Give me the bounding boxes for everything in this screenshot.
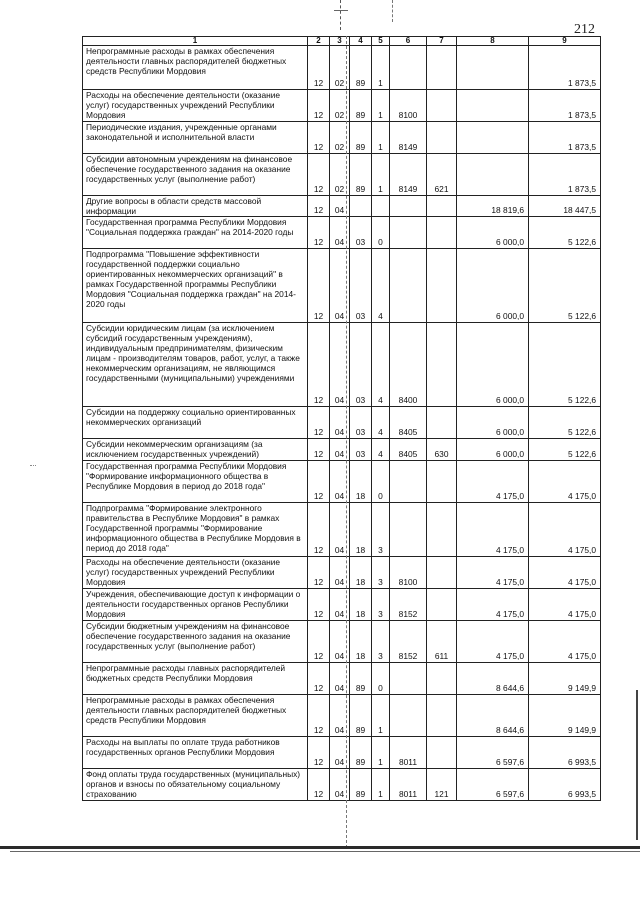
- row-name-cell: Субсидии автономным учреждениям на финансовое обеспечение государственного задания на оказание государственных услуг (выполнение работ): [83, 154, 308, 196]
- section-cell: 12: [308, 407, 330, 439]
- section-cell: 12: [308, 90, 330, 122]
- program-cell: 89: [350, 90, 372, 122]
- section-cell: 12: [308, 249, 330, 323]
- target-item-cell: 8405: [390, 439, 427, 461]
- program-cell: 89: [350, 663, 372, 695]
- subsection-cell: 04: [330, 557, 350, 589]
- target-item-cell: 8149: [390, 154, 427, 196]
- scan-fold-mark: [392, 0, 394, 22]
- amount-cell: 18 819,6: [457, 196, 529, 217]
- amount-cell: 5 122,6: [529, 407, 601, 439]
- table-row: [83, 407, 601, 439]
- amount-cell: 4 175,0: [529, 621, 601, 663]
- amount-cell: 9 149,9: [529, 695, 601, 737]
- row-name-cell: Непрограммные расходы главных распорядителей бюджетных средств Республики Мордовия: [83, 663, 308, 695]
- amount-cell: 5 122,6: [529, 439, 601, 461]
- section-cell: 12: [308, 737, 330, 769]
- subsection-cell: 02: [330, 154, 350, 196]
- row-name-cell: Расходы на обеспечение деятельности (оказание услуг) государственных учреждений Республики Мордовия: [83, 90, 308, 122]
- row-name-cell: Субсидии юридическим лицам (за исключением субсидий государственным учреждениям), индивидуальным предпринимателям, физическим лицам - производителям товаров, работ, услуг, а также некоммерческим организациям, не являющимся государственными (муниципальными) учреждениями: [83, 323, 308, 407]
- col-header: 7: [427, 37, 457, 46]
- program-cell: 03: [350, 249, 372, 323]
- subprogram-cell: 1: [372, 46, 390, 90]
- section-cell: 12: [308, 196, 330, 217]
- target-item-cell: [390, 663, 427, 695]
- program-cell: 89: [350, 46, 372, 90]
- section-cell: 12: [308, 557, 330, 589]
- row-name-cell: Субсидии на поддержку социально ориентированных некоммерческих организаций: [83, 407, 308, 439]
- row-name-cell: Расходы на выплаты по оплате труда работников государственных органов Республики Мордовия: [83, 737, 308, 769]
- subsection-cell: 04: [330, 249, 350, 323]
- col-header: 3: [330, 37, 350, 46]
- program-cell: 18: [350, 621, 372, 663]
- target-item-cell: 8011: [390, 737, 427, 769]
- subsection-cell: 04: [330, 695, 350, 737]
- table-header-row: [83, 37, 601, 46]
- col-header: 9: [529, 37, 601, 46]
- col-header: 4: [350, 37, 372, 46]
- amount-cell: 6 000,0: [457, 407, 529, 439]
- subprogram-cell: 0: [372, 461, 390, 503]
- expense-type-cell: [427, 737, 457, 769]
- col-header: 8: [457, 37, 529, 46]
- program-cell: 89: [350, 122, 372, 154]
- subsection-cell: 04: [330, 621, 350, 663]
- amount-cell: 1 873,5: [529, 90, 601, 122]
- table-row: [83, 737, 601, 769]
- subsection-cell: 04: [330, 663, 350, 695]
- amount-cell: 4 175,0: [457, 621, 529, 663]
- amount-cell: 6 993,5: [529, 737, 601, 769]
- section-cell: 12: [308, 217, 330, 249]
- amount-cell: 5 122,6: [529, 217, 601, 249]
- subsection-cell: 04: [330, 769, 350, 801]
- subprogram-cell: 4: [372, 323, 390, 407]
- amount-cell: 6 000,0: [457, 249, 529, 323]
- amount-cell: 8 644,6: [457, 695, 529, 737]
- table-row: [83, 249, 601, 323]
- target-item-cell: 8100: [390, 90, 427, 122]
- amount-cell: 6 597,6: [457, 737, 529, 769]
- amount-cell: 4 175,0: [529, 557, 601, 589]
- program-cell: 03: [350, 407, 372, 439]
- expense-type-cell: [427, 503, 457, 557]
- expense-type-cell: [427, 407, 457, 439]
- row-name-cell: Подпрограмма "Повышение эффективности государственной поддержки социально ориентированных некоммерческих организаций" в рамках Государственной программы Республики Мордовия "Социальная поддержка граждан" на 2014-2020 годы: [83, 249, 308, 323]
- table-row: [83, 196, 601, 217]
- expense-type-cell: [427, 663, 457, 695]
- expense-type-cell: [427, 589, 457, 621]
- target-item-cell: 8100: [390, 557, 427, 589]
- row-name-cell: Другие вопросы в области средств массовой информации: [83, 196, 308, 217]
- target-item-cell: [390, 461, 427, 503]
- amount-cell: 4 175,0: [457, 461, 529, 503]
- table-row: [83, 439, 601, 461]
- expense-type-cell: 621: [427, 154, 457, 196]
- program-cell: 03: [350, 323, 372, 407]
- amount-cell: 6 000,0: [457, 439, 529, 461]
- row-name-cell: Непрограммные расходы в рамках обеспечения деятельности главных распорядителей бюджетных средств Республики Мордовия: [83, 695, 308, 737]
- program-cell: 89: [350, 769, 372, 801]
- expense-type-cell: [427, 90, 457, 122]
- target-item-cell: [390, 249, 427, 323]
- subsection-cell: 04: [330, 737, 350, 769]
- target-item-cell: 8011: [390, 769, 427, 801]
- target-item-cell: [390, 46, 427, 90]
- table-row: [83, 46, 601, 90]
- program-cell: 18: [350, 503, 372, 557]
- subprogram-cell: 0: [372, 217, 390, 249]
- budget-table: [82, 36, 601, 801]
- section-cell: 12: [308, 122, 330, 154]
- target-item-cell: [390, 217, 427, 249]
- section-cell: 12: [308, 695, 330, 737]
- section-cell: 12: [308, 589, 330, 621]
- table-row: [83, 663, 601, 695]
- subsection-cell: 02: [330, 90, 350, 122]
- subprogram-cell: 1: [372, 695, 390, 737]
- section-cell: 12: [308, 663, 330, 695]
- subsection-cell: 04: [330, 589, 350, 621]
- section-cell: 12: [308, 154, 330, 196]
- amount-cell: 6 993,5: [529, 769, 601, 801]
- subprogram-cell: 1: [372, 90, 390, 122]
- subprogram-cell: 1: [372, 769, 390, 801]
- section-cell: 12: [308, 503, 330, 557]
- amount-cell: 4 175,0: [457, 503, 529, 557]
- row-name-cell: Фонд оплаты труда государственных (муниципальных) органов и взносы по обязательному социальному страхованию: [83, 769, 308, 801]
- expense-type-cell: [427, 323, 457, 407]
- table-row: [83, 503, 601, 557]
- scan-bottom-border: [0, 846, 640, 849]
- amount-cell: 1 873,5: [529, 46, 601, 90]
- subprogram-cell: 1: [372, 122, 390, 154]
- amount-cell: 1 873,5: [529, 154, 601, 196]
- subsection-cell: 04: [330, 407, 350, 439]
- amount-cell: 6 597,6: [457, 769, 529, 801]
- target-item-cell: [390, 695, 427, 737]
- table-row: [83, 695, 601, 737]
- subsection-cell: 02: [330, 46, 350, 90]
- scan-right-edge: [636, 690, 638, 840]
- table-row: [83, 90, 601, 122]
- subprogram-cell: [372, 196, 390, 217]
- table-row: [83, 461, 601, 503]
- amount-cell: 4 175,0: [529, 503, 601, 557]
- table-row: [83, 154, 601, 196]
- program-cell: 89: [350, 695, 372, 737]
- subsection-cell: 04: [330, 439, 350, 461]
- subsection-cell: 04: [330, 461, 350, 503]
- expense-type-cell: [427, 695, 457, 737]
- subprogram-cell: 4: [372, 407, 390, 439]
- amount-cell: 5 122,6: [529, 249, 601, 323]
- col-header: 1: [83, 37, 308, 46]
- expense-type-cell: [427, 46, 457, 90]
- subprogram-cell: 4: [372, 439, 390, 461]
- subprogram-cell: 3: [372, 589, 390, 621]
- subsection-cell: 04: [330, 503, 350, 557]
- col-header: 6: [390, 37, 427, 46]
- amount-cell: 4 175,0: [457, 557, 529, 589]
- expense-type-cell: 630: [427, 439, 457, 461]
- target-item-cell: [390, 503, 427, 557]
- target-item-cell: 8152: [390, 621, 427, 663]
- row-name-cell: Подпрограмма "Формирование электронного правительства в Республике Мордовия" в рамках Государственной программы "Формирование информационного общества в Республике Мордовия в период до 2018 года": [83, 503, 308, 557]
- page-number: 212: [574, 22, 595, 37]
- target-item-cell: [390, 196, 427, 217]
- col-header: 5: [372, 37, 390, 46]
- amount-cell: 4 175,0: [529, 461, 601, 503]
- row-name-cell: Субсидии некоммерческим организациям (за исключением государственных учреждений): [83, 439, 308, 461]
- subsection-cell: 04: [330, 323, 350, 407]
- amount-cell: 9 149,9: [529, 663, 601, 695]
- target-item-cell: 8405: [390, 407, 427, 439]
- amount-cell: [457, 154, 529, 196]
- expense-type-cell: [427, 249, 457, 323]
- subsection-cell: 04: [330, 196, 350, 217]
- program-cell: 89: [350, 154, 372, 196]
- program-cell: 18: [350, 461, 372, 503]
- table-row: [83, 323, 601, 407]
- row-name-cell: Субсидии бюджетным учреждениям на финансовое обеспечение государственного задания на оказание государственных услуг (выполнение работ): [83, 621, 308, 663]
- table-row: [83, 621, 601, 663]
- row-name-cell: Государственная программа Республики Мордовия "Формирование информационного общества в Республике Мордовия в период до 2018 года": [83, 461, 308, 503]
- section-cell: 12: [308, 461, 330, 503]
- section-cell: 12: [308, 621, 330, 663]
- expense-type-cell: [427, 122, 457, 154]
- subprogram-cell: 0: [372, 663, 390, 695]
- table-row: [83, 122, 601, 154]
- section-cell: 12: [308, 439, 330, 461]
- subsection-cell: 02: [330, 122, 350, 154]
- program-cell: 03: [350, 217, 372, 249]
- program-cell: [350, 196, 372, 217]
- section-cell: 12: [308, 769, 330, 801]
- subprogram-cell: 3: [372, 557, 390, 589]
- subprogram-cell: 3: [372, 621, 390, 663]
- subsection-cell: 04: [330, 217, 350, 249]
- row-name-cell: Расходы на обеспечение деятельности (оказание услуг) государственных учреждений Республики Мордовия: [83, 557, 308, 589]
- expense-type-cell: [427, 461, 457, 503]
- expense-type-cell: [427, 557, 457, 589]
- row-name-cell: Учреждения, обеспечивающие доступ к информации о деятельности государственных органов Республики Мордовия: [83, 589, 308, 621]
- amount-cell: 1 873,5: [529, 122, 601, 154]
- amount-cell: 6 000,0: [457, 217, 529, 249]
- subprogram-cell: 4: [372, 249, 390, 323]
- row-name-cell: Непрограммные расходы в рамках обеспечения деятельности главных распорядителей бюджетных средств Республики Мордовия: [83, 46, 308, 90]
- subprogram-cell: 1: [372, 154, 390, 196]
- scan-fold-mark: [340, 0, 342, 30]
- section-cell: 12: [308, 323, 330, 407]
- expense-type-cell: [427, 217, 457, 249]
- amount-cell: [457, 46, 529, 90]
- amount-cell: 6 000,0: [457, 323, 529, 407]
- table-row: [83, 217, 601, 249]
- table-row: [83, 589, 601, 621]
- amount-cell: 8 644,6: [457, 663, 529, 695]
- expense-type-cell: [427, 196, 457, 217]
- amount-cell: 5 122,6: [529, 323, 601, 407]
- scan-tick-mark: [334, 10, 348, 11]
- scan-bottom-line: [10, 851, 640, 852]
- expense-type-cell: 611: [427, 621, 457, 663]
- table-row: [83, 769, 601, 801]
- amount-cell: [457, 122, 529, 154]
- program-cell: 18: [350, 557, 372, 589]
- expense-type-cell: 121: [427, 769, 457, 801]
- section-cell: 12: [308, 46, 330, 90]
- program-cell: 18: [350, 589, 372, 621]
- scan-fold-line: [346, 36, 347, 848]
- amount-cell: 4 175,0: [457, 589, 529, 621]
- scan-speck: [30, 465, 36, 470]
- col-header: 2: [308, 37, 330, 46]
- subprogram-cell: 3: [372, 503, 390, 557]
- target-item-cell: 8400: [390, 323, 427, 407]
- subprogram-cell: 1: [372, 737, 390, 769]
- table-row: [83, 557, 601, 589]
- program-cell: 89: [350, 737, 372, 769]
- row-name-cell: Периодические издания, учрежденные органами законодательной и исполнительной власти: [83, 122, 308, 154]
- amount-cell: [457, 90, 529, 122]
- target-item-cell: 8152: [390, 589, 427, 621]
- amount-cell: 18 447,5: [529, 196, 601, 217]
- amount-cell: 4 175,0: [529, 589, 601, 621]
- target-item-cell: 8149: [390, 122, 427, 154]
- program-cell: 03: [350, 439, 372, 461]
- row-name-cell: Государственная программа Республики Мордовия "Социальная поддержка граждан" на 2014-2020 годы: [83, 217, 308, 249]
